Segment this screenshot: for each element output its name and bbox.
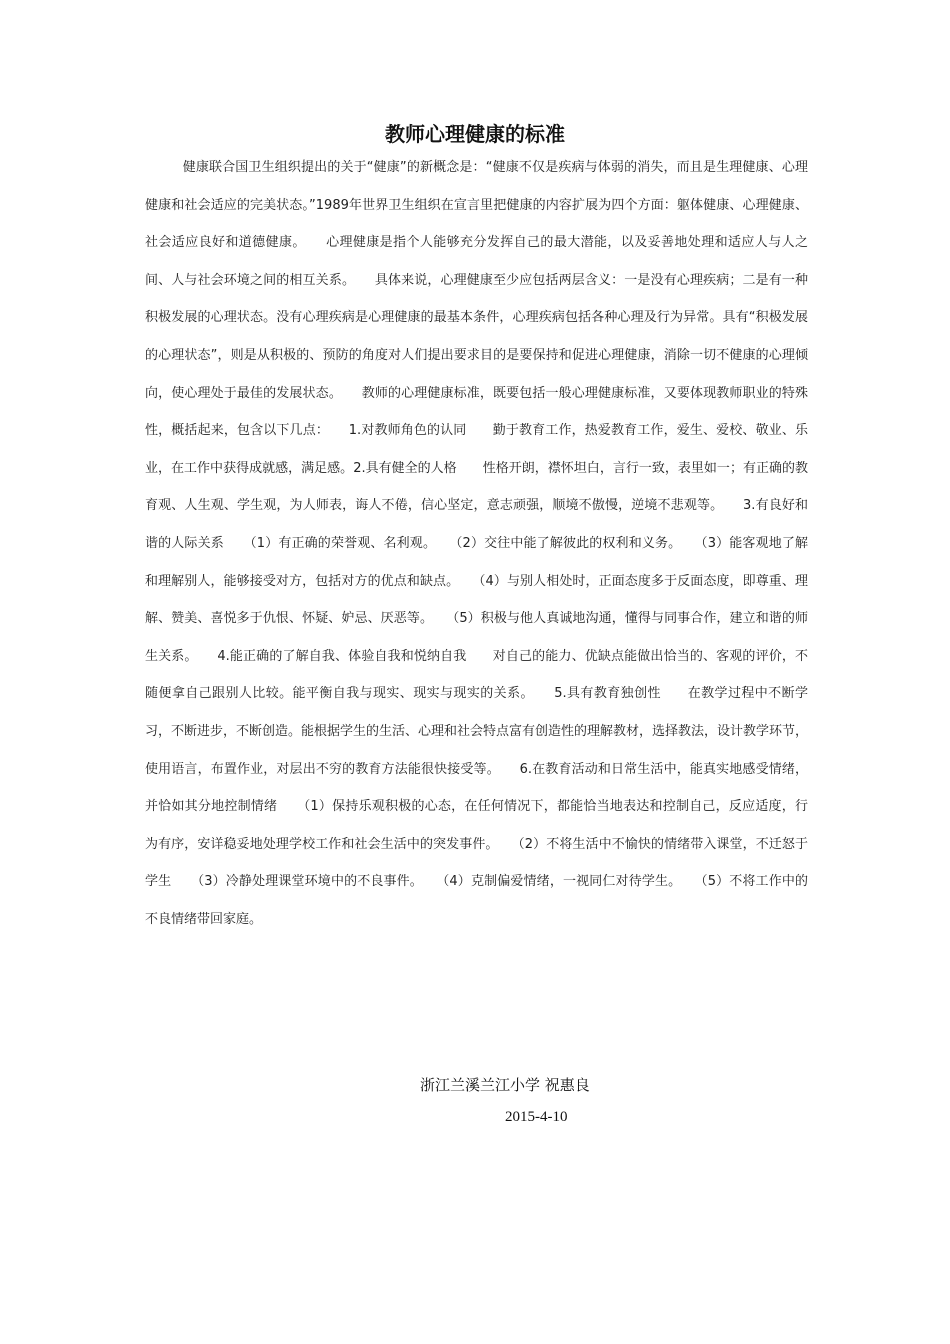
author-signature: 浙江兰溪兰江小学 祝惠良 xyxy=(420,1076,590,1094)
document-body: 健康联合国卫生组织提出的关于“健康”的新概念是：“健康不仅是疾病与体弱的消失，而且是生理健康、心理健康和社会适应的完美状态。”1989年世界卫生组织在宣言里把健康的内容扩展为四个方面：躯体健康、心理健康、社会适应良好和道德健康。 心理健康是指个人能够充分发挥自己的最大潜能，以及妥善地处理和适应人与人之间、人与社会环境之间的相互关系。 具体来说，心理健康至少应包括两层含义：一是没有心理疾病；二是有一种积极发展的心理状态。没有心理疾病是心理健康的最基本条件，心理疾病包括各种心理及行为异常。具有“积极发展的心理状态”，则是从积极的、预防的角度对人们提出要求目的是要保持和促进心理健康，消除一切不健康的心理倾向，使心理处于最佳的发展状态。 教师的心理健康标准，既要包括一般心理健康标准，又要体现教师职业的特殊性，概括起来，包含以下几点： 1.对教师角色的认同 勤于教育工作，热爱教育工作，爱生、爱校、敬业、乐业，在工作中获得成就感，满足感。2.具有健全的人格 性格开朗，襟怀坦白，言行一致，表里如一；有正确的教育观、人生观、学生观，为人师表，诲人不倦，信心坚定，意志顽强，顺境不傲慢，逆境不悲观等。 3.有良好和谐的人际关系 （1）有正确的荣誉观、名利观。 （2）交往中能了解彼此的权利和义务。 （3）能客观地了解和理解别人，能够接受对方，包括对方的优点和缺点。 （4）与别人相处时，正面态度多于反面态度，即尊重、理解、赞美、喜悦多于仇恨、怀疑、妒忌、厌恶等。 （5）积极与他人真诚地沟通，懂得与同事合作，建立和谐的师生关系。 4.能正确的了解自我、体验自我和悦纳自我 对自己的能力、优缺点能做出恰当的、客观的评价，不随便拿自己跟别人比较。能平衡自我与现实、现实与现实的关系。 5.具有教育独创性 在教学过程中不断学习，不断进步，不断创造。能根据学生的生活、心理和社会特点富有创造性的理解教材，选择教法，设计教学环节，使用语言，布置作业，对层出不穷的教育方法能很快接受等。 6.在教育活动和日常生活中，能真实地感受情绪，并恰如其分地控制情绪 （1）保持乐观积极的心态，在任何情况下，都能恰当地表达和控制自己，反应适度，行为有序，安详稳妥地处理学校工作和社会生活中的突发事件。 （2）不将生活中不愉快的情绪带入课堂，不迁怒于学生 （3）冷静处理课堂环境中的不良事件。 （4）克制偏爱情绪，一视同仁对待学生。 （5）不将工作中的不良情绪带回家庭。 xyxy=(145,160,809,927)
document-title: 教师心理健康的标准 xyxy=(385,122,565,146)
document-date: 2015-4-10 xyxy=(505,1109,568,1125)
